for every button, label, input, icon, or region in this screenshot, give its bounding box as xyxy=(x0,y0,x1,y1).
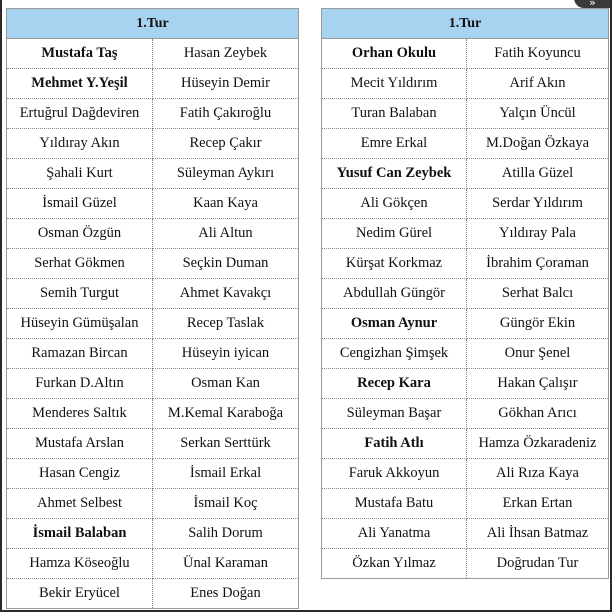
table-row xyxy=(7,579,299,609)
player-name-left: Osman Özgün xyxy=(7,219,153,249)
table-body xyxy=(7,39,299,609)
player-name-left: Mustafa Arslan xyxy=(7,429,153,459)
table-row xyxy=(322,339,609,369)
table-header-row xyxy=(322,9,609,39)
table-row xyxy=(322,399,609,429)
table-row xyxy=(7,519,299,549)
table-row xyxy=(7,159,299,189)
player-name-left: Recep Kara xyxy=(322,369,467,399)
player-name-left: Ramazan Bircan xyxy=(7,339,153,369)
player-name-left: Mustafa Taş xyxy=(7,39,153,69)
table-row xyxy=(322,39,609,69)
player-name-left: Cengizhan Şimşek xyxy=(322,339,467,369)
player-name-left: Hüseyin Gümüşalan xyxy=(7,309,153,339)
player-name-right: Hamza Özkaradeniz xyxy=(467,429,609,459)
player-name-left: Mehmet Y.Yeşil xyxy=(7,69,153,99)
player-name-right: Enes Doğan xyxy=(153,579,299,609)
table-row xyxy=(7,69,299,99)
player-name-right: Recep Taslak xyxy=(153,309,299,339)
table-row xyxy=(322,489,609,519)
player-name-right: Ünal Karaman xyxy=(153,549,299,579)
player-name-left: Turan Balaban xyxy=(322,99,467,129)
player-name-right: M.Kemal Karaboğa xyxy=(153,399,299,429)
table-row xyxy=(7,489,299,519)
player-name-left: Furkan D.Altın xyxy=(7,369,153,399)
table-body xyxy=(322,39,609,579)
table-row xyxy=(7,339,299,369)
table-row xyxy=(7,129,299,159)
table-row xyxy=(322,459,609,489)
player-name-right: Güngör Ekin xyxy=(467,309,609,339)
player-name-right: İsmail Erkal xyxy=(153,459,299,489)
table-row xyxy=(322,159,609,189)
double-chevron-icon[interactable]: » xyxy=(574,0,610,8)
player-name-right: Hüseyin Demir xyxy=(153,69,299,99)
player-name-left: Bekir Eryücel xyxy=(7,579,153,609)
table-row xyxy=(7,189,299,219)
round-header: 1.Tur xyxy=(7,9,299,39)
player-name-right: Serdar Yıldırım xyxy=(467,189,609,219)
table-row xyxy=(322,219,609,249)
player-name-left: Ali Gökçen xyxy=(322,189,467,219)
table-row xyxy=(322,249,609,279)
player-name-right: Hasan Zeybek xyxy=(153,39,299,69)
table-row xyxy=(7,219,299,249)
player-name-right: Hakan Çalışır xyxy=(467,369,609,399)
table-header-row xyxy=(7,9,299,39)
table-row xyxy=(7,399,299,429)
player-name-left: Nedim Gürel xyxy=(322,219,467,249)
player-name-left: Hamza Köseoğlu xyxy=(7,549,153,579)
player-name-right: Erkan Ertan xyxy=(467,489,609,519)
table-row xyxy=(7,369,299,399)
player-name-left: Mustafa Batu xyxy=(322,489,467,519)
player-name-right: Doğrudan Tur xyxy=(467,549,609,579)
table-row xyxy=(7,279,299,309)
player-name-right: Seçkin Duman xyxy=(153,249,299,279)
player-name-left: Orhan Okulu xyxy=(322,39,467,69)
player-name-right: İbrahim Çoraman xyxy=(467,249,609,279)
player-name-right: Salih Dorum xyxy=(153,519,299,549)
round-header: 1.Tur xyxy=(322,9,609,39)
player-name-left: Ahmet Selbest xyxy=(7,489,153,519)
player-name-right: Yalçın Üncül xyxy=(467,99,609,129)
player-name-right: Serkan Serttürk xyxy=(153,429,299,459)
player-name-left: Menderes Saltık xyxy=(7,399,153,429)
player-name-left: Emre Erkal xyxy=(322,129,467,159)
table-row xyxy=(322,189,609,219)
player-name-right: Arif Akın xyxy=(467,69,609,99)
player-name-right: Atilla Güzel xyxy=(467,159,609,189)
player-name-right: Süleyman Aykırı xyxy=(153,159,299,189)
player-name-left: Abdullah Güngör xyxy=(322,279,467,309)
player-name-right: Ahmet Kavakçı xyxy=(153,279,299,309)
table-row xyxy=(7,309,299,339)
player-name-left: Özkan Yılmaz xyxy=(322,549,467,579)
player-name-left: Şahali Kurt xyxy=(7,159,153,189)
table-row xyxy=(7,549,299,579)
player-name-right: Serhat Balcı xyxy=(467,279,609,309)
player-name-left: Fatih Atlı xyxy=(322,429,467,459)
player-name-right: Ali İhsan Batmaz xyxy=(467,519,609,549)
player-name-left: Hasan Cengiz xyxy=(7,459,153,489)
player-name-left: Kürşat Korkmaz xyxy=(322,249,467,279)
table-row xyxy=(7,429,299,459)
player-name-right: Fatih Koyuncu xyxy=(467,39,609,69)
player-name-left: Faruk Akkoyun xyxy=(322,459,467,489)
player-name-left: Mecit Yıldırım xyxy=(322,69,467,99)
player-name-left: Ertuğrul Dağdeviren xyxy=(7,99,153,129)
table-row xyxy=(322,369,609,399)
table-row xyxy=(322,69,609,99)
player-name-left: Semih Turgut xyxy=(7,279,153,309)
player-name-right: Kaan Kaya xyxy=(153,189,299,219)
player-name-left: İsmail Güzel xyxy=(7,189,153,219)
player-name-right: Hüseyin iyican xyxy=(153,339,299,369)
table-row xyxy=(322,549,609,579)
table-row xyxy=(322,99,609,129)
table-row xyxy=(7,249,299,279)
player-name-left: Süleyman Başar xyxy=(322,399,467,429)
player-name-left: Yusuf Can Zeybek xyxy=(322,159,467,189)
player-name-right: Recep Çakır xyxy=(153,129,299,159)
player-name-left: Ali Yanatma xyxy=(322,519,467,549)
table-row xyxy=(7,459,299,489)
player-name-right: Yıldıray Pala xyxy=(467,219,609,249)
table-row xyxy=(322,279,609,309)
table-row xyxy=(7,99,299,129)
player-name-right: Fatih Çakıroğlu xyxy=(153,99,299,129)
table-row xyxy=(322,429,609,459)
player-name-left: Osman Aynur xyxy=(322,309,467,339)
table-row xyxy=(7,39,299,69)
bracket-table-right xyxy=(321,8,609,579)
player-name-right: M.Doğan Özkaya xyxy=(467,129,609,159)
table-row xyxy=(322,129,609,159)
player-name-right: Osman Kan xyxy=(153,369,299,399)
player-name-right: Ali Rıza Kaya xyxy=(467,459,609,489)
table-row xyxy=(322,309,609,339)
table-row xyxy=(322,519,609,549)
player-name-left: Serhat Gökmen xyxy=(7,249,153,279)
player-name-right: Gökhan Arıcı xyxy=(467,399,609,429)
player-name-left: Yıldıray Akın xyxy=(7,129,153,159)
bracket-table-left xyxy=(6,8,299,609)
player-name-left: İsmail Balaban xyxy=(7,519,153,549)
player-name-right: Onur Şenel xyxy=(467,339,609,369)
player-name-right: Ali Altun xyxy=(153,219,299,249)
player-name-right: İsmail Koç xyxy=(153,489,299,519)
